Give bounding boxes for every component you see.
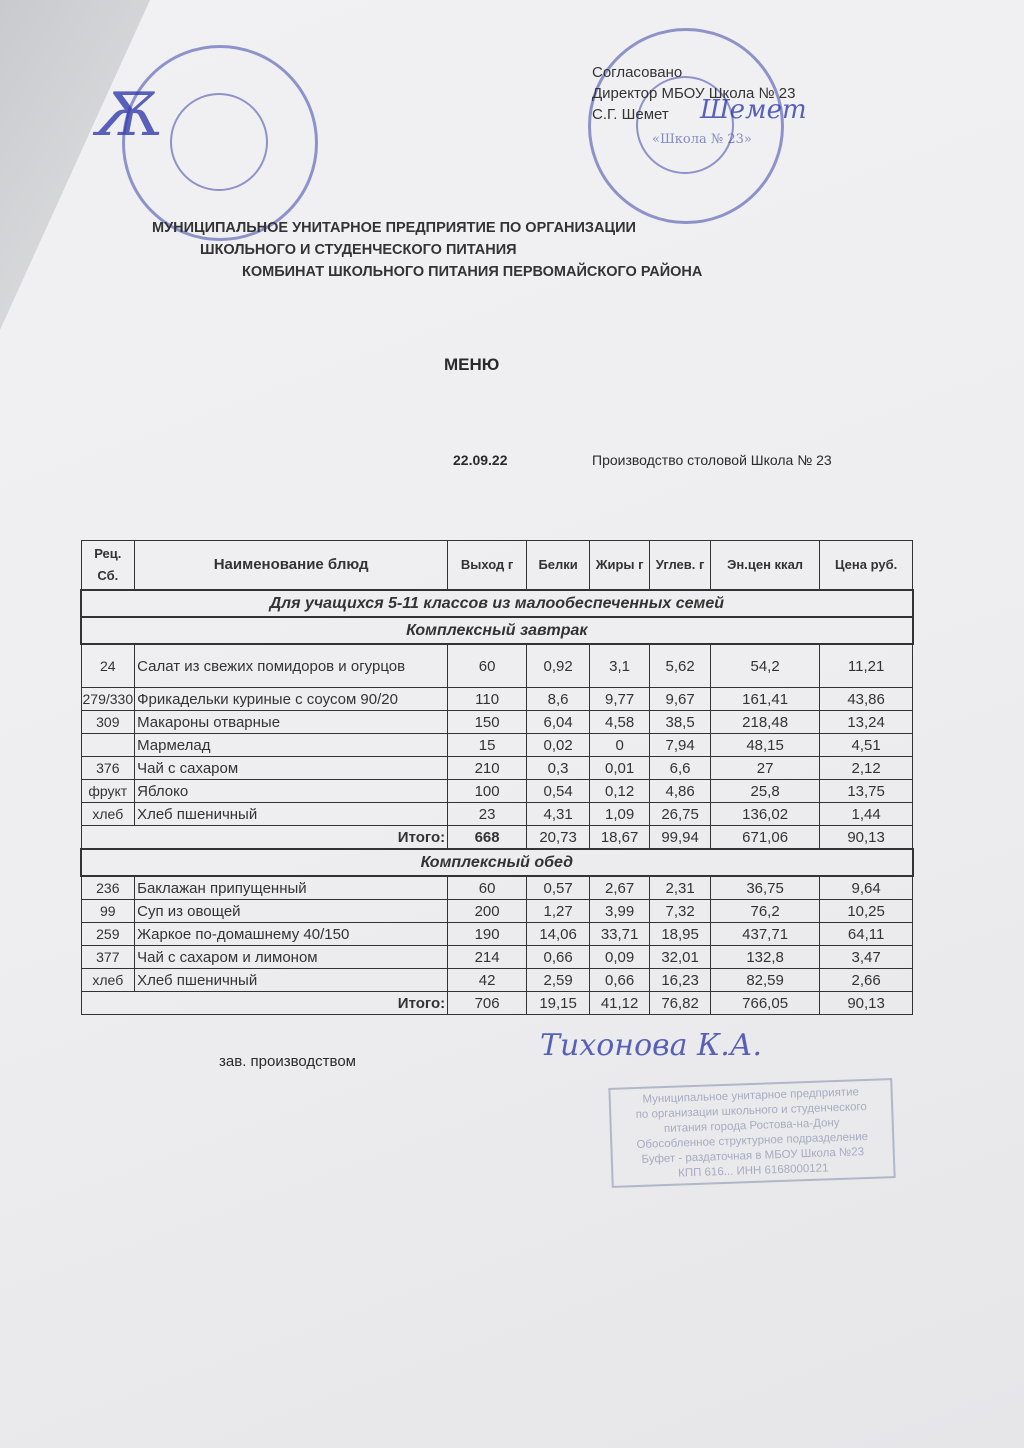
total-cell: 18,67 bbox=[590, 826, 650, 850]
fat-cell: 0 bbox=[590, 734, 650, 757]
stamp-line: Муниципальное унитарное предприятие bbox=[642, 1086, 860, 1106]
recipe-cell: хлеб bbox=[81, 969, 135, 992]
total-cell: 90,13 bbox=[820, 992, 913, 1015]
price-cell: 1,44 bbox=[820, 803, 913, 826]
protein-cell: 0,02 bbox=[527, 734, 590, 757]
recipe-cell: 99 bbox=[81, 900, 135, 923]
dish-name-cell: Хлеб пшеничный bbox=[135, 969, 448, 992]
org-line2: ШКОЛЬНОГО И СТУДЕНЧЕСКОГО ПИТАНИЯ bbox=[200, 242, 517, 258]
fat-cell: 3,99 bbox=[590, 900, 650, 923]
total-cell: 90,13 bbox=[820, 826, 913, 850]
column-header: Наименование блюд bbox=[135, 541, 448, 591]
fat-cell: 9,77 bbox=[590, 688, 650, 711]
carbs-cell: 38,5 bbox=[650, 711, 711, 734]
yield-cell: 42 bbox=[448, 969, 527, 992]
carbs-cell: 4,86 bbox=[650, 780, 711, 803]
table-row bbox=[81, 644, 913, 688]
price-cell: 11,21 bbox=[820, 644, 913, 688]
carbs-cell: 32,01 bbox=[650, 946, 711, 969]
column-header: Цена руб. bbox=[820, 541, 913, 591]
protein-cell: 0,3 bbox=[527, 757, 590, 780]
fat-cell: 1,09 bbox=[590, 803, 650, 826]
recipe-cell: 377 bbox=[81, 946, 135, 969]
price-cell: 4,51 bbox=[820, 734, 913, 757]
dish-name-cell: Мармелад bbox=[135, 734, 448, 757]
total-cell: 706 bbox=[448, 992, 527, 1015]
table-header-row bbox=[81, 541, 913, 591]
recipe-cell: хлеб bbox=[81, 803, 135, 826]
section-header bbox=[81, 617, 913, 644]
stamp-line: Буфет - раздаточная в МБОУ Школа №23 bbox=[641, 1146, 865, 1166]
total-row bbox=[81, 826, 913, 850]
total-cell: 99,94 bbox=[650, 826, 711, 850]
fat-cell: 0,09 bbox=[590, 946, 650, 969]
section-header bbox=[81, 849, 913, 876]
yield-cell: 110 bbox=[448, 688, 527, 711]
dish-name-cell: Суп из овощей bbox=[135, 900, 448, 923]
yield-cell: 190 bbox=[448, 923, 527, 946]
energy-cell: 48,15 bbox=[711, 734, 820, 757]
group-header-label: Для учащихся 5-11 классов из малообеспеченных семей bbox=[81, 590, 913, 617]
yield-cell: 214 bbox=[448, 946, 527, 969]
page-title: МЕНЮ bbox=[444, 355, 500, 374]
price-cell: 3,47 bbox=[820, 946, 913, 969]
total-cell: 19,15 bbox=[527, 992, 590, 1015]
protein-cell: 6,04 bbox=[527, 711, 590, 734]
protein-cell: 0,92 bbox=[527, 644, 590, 688]
recipe-cell: фрукт bbox=[81, 780, 135, 803]
yield-cell: 210 bbox=[448, 757, 527, 780]
round-stamp-left-inner bbox=[170, 93, 268, 191]
yield-cell: 60 bbox=[448, 644, 527, 688]
carbs-cell: 16,23 bbox=[650, 969, 711, 992]
yield-cell: 150 bbox=[448, 711, 527, 734]
stamp-line: КПП 616... ИНН 6168000121 bbox=[677, 1162, 829, 1180]
energy-cell: 132,8 bbox=[711, 946, 820, 969]
column-header: Углев. г bbox=[650, 541, 711, 591]
price-cell: 64,11 bbox=[820, 923, 913, 946]
total-cell: 668 bbox=[448, 826, 527, 850]
column-header: Эн.цен ккал bbox=[711, 541, 820, 591]
total-cell: 671,06 bbox=[711, 826, 820, 850]
dish-name-cell: Хлеб пшеничный bbox=[135, 803, 448, 826]
protein-cell: 0,54 bbox=[527, 780, 590, 803]
recipe-cell: 279/330 bbox=[81, 688, 135, 711]
director-signature: Шемет bbox=[700, 95, 807, 125]
carbs-cell: 26,75 bbox=[650, 803, 711, 826]
production-label: Производство столовой Школа № 23 bbox=[592, 452, 832, 468]
column-header: Выход г bbox=[448, 541, 527, 591]
price-cell: 2,12 bbox=[820, 757, 913, 780]
table-row bbox=[81, 734, 913, 757]
yield-cell: 60 bbox=[448, 876, 527, 900]
price-cell: 9,64 bbox=[820, 876, 913, 900]
yield-cell: 200 bbox=[448, 900, 527, 923]
footer-label: зав. производством bbox=[219, 1053, 356, 1070]
table-row bbox=[81, 757, 913, 780]
energy-cell: 82,59 bbox=[711, 969, 820, 992]
stamp-school-label: «Школа № 23» bbox=[652, 132, 752, 147]
section-header-label: Комплексный завтрак bbox=[81, 617, 913, 644]
approval-line3: С.Г. Шемет bbox=[592, 106, 669, 123]
column-header: Рец. Сб. bbox=[81, 541, 135, 591]
dish-name-cell: Макароны отварные bbox=[135, 711, 448, 734]
energy-cell: 54,2 bbox=[711, 644, 820, 688]
dish-name-cell: Яблоко bbox=[135, 780, 448, 803]
table-row bbox=[81, 946, 913, 969]
dish-name-cell: Салат из свежих помидоров и огурцов bbox=[135, 644, 448, 688]
total-row bbox=[81, 992, 913, 1015]
energy-cell: 27 bbox=[711, 757, 820, 780]
dish-name-cell: Фрикадельки куриные с соусом 90/20 bbox=[135, 688, 448, 711]
energy-cell: 36,75 bbox=[711, 876, 820, 900]
fat-cell: 0,01 bbox=[590, 757, 650, 780]
total-cell: 41,12 bbox=[590, 992, 650, 1015]
approval-line1: Согласовано bbox=[592, 64, 683, 81]
price-cell: 2,66 bbox=[820, 969, 913, 992]
yield-cell: 100 bbox=[448, 780, 527, 803]
energy-cell: 161,41 bbox=[711, 688, 820, 711]
recipe-cell: 24 bbox=[81, 644, 135, 688]
fat-cell: 33,71 bbox=[590, 923, 650, 946]
energy-cell: 218,48 bbox=[711, 711, 820, 734]
total-cell: 76,82 bbox=[650, 992, 711, 1015]
table-row bbox=[81, 803, 913, 826]
org-line1: МУНИЦИПАЛЬНОЕ УНИТАРНОЕ ПРЕДПРИЯТИЕ ПО ОРГАНИЗАЦИИ bbox=[152, 220, 636, 236]
recipe-cell: 236 bbox=[81, 876, 135, 900]
rectangular-stamp bbox=[608, 1078, 895, 1188]
group-header bbox=[81, 590, 913, 617]
fat-cell: 0,66 bbox=[590, 969, 650, 992]
table-row bbox=[81, 711, 913, 734]
column-header: Жиры г bbox=[590, 541, 650, 591]
energy-cell: 25,8 bbox=[711, 780, 820, 803]
recipe-cell: 259 bbox=[81, 923, 135, 946]
table-row bbox=[81, 969, 913, 992]
carbs-cell: 2,31 bbox=[650, 876, 711, 900]
energy-cell: 136,02 bbox=[711, 803, 820, 826]
total-label: Итого: bbox=[81, 826, 448, 850]
total-cell: 766,05 bbox=[711, 992, 820, 1015]
price-cell: 13,75 bbox=[820, 780, 913, 803]
protein-cell: 14,06 bbox=[527, 923, 590, 946]
protein-cell: 1,27 bbox=[527, 900, 590, 923]
energy-cell: 76,2 bbox=[711, 900, 820, 923]
dish-name-cell: Жаркое по-домашнему 40/150 bbox=[135, 923, 448, 946]
column-header: Белки bbox=[527, 541, 590, 591]
dish-name-cell: Баклажан припущенный bbox=[135, 876, 448, 900]
protein-cell: 0,57 bbox=[527, 876, 590, 900]
stamp-line: питания города Ростова-на-Дону bbox=[663, 1116, 840, 1136]
manager-signature: Тихонова К.А. bbox=[540, 1028, 763, 1063]
table-row bbox=[81, 923, 913, 946]
table-row bbox=[81, 688, 913, 711]
carbs-cell: 7,32 bbox=[650, 900, 711, 923]
energy-cell: 437,71 bbox=[711, 923, 820, 946]
carbs-cell: 18,95 bbox=[650, 923, 711, 946]
stamp-line: по организации школьного и студенческого bbox=[635, 1100, 867, 1122]
table-row bbox=[81, 876, 913, 900]
total-cell: 20,73 bbox=[527, 826, 590, 850]
menu-table bbox=[80, 540, 914, 1015]
recipe-cell bbox=[81, 734, 135, 757]
price-cell: 13,24 bbox=[820, 711, 913, 734]
table-row bbox=[81, 780, 913, 803]
carbs-cell: 7,94 bbox=[650, 734, 711, 757]
yield-cell: 15 bbox=[448, 734, 527, 757]
stamp-line: Обособленное структурное подразделение bbox=[636, 1130, 869, 1152]
carbs-cell: 5,62 bbox=[650, 644, 711, 688]
price-cell: 10,25 bbox=[820, 900, 913, 923]
fat-cell: 2,67 bbox=[590, 876, 650, 900]
fat-cell: 4,58 bbox=[590, 711, 650, 734]
protein-cell: 0,66 bbox=[527, 946, 590, 969]
recipe-cell: 376 bbox=[81, 757, 135, 780]
approval-line2: Директор МБОУ Школа № 23 bbox=[592, 85, 796, 102]
section-header-label: Комплексный обед bbox=[81, 849, 913, 876]
protein-cell: 4,31 bbox=[527, 803, 590, 826]
signature-left: Ѫ bbox=[92, 80, 160, 150]
carbs-cell: 6,6 bbox=[650, 757, 711, 780]
fat-cell: 0,12 bbox=[590, 780, 650, 803]
price-cell: 43,86 bbox=[820, 688, 913, 711]
dish-name-cell: Чай с сахаром и лимоном bbox=[135, 946, 448, 969]
org-line3: КОМБИНАТ ШКОЛЬНОГО ПИТАНИЯ ПЕРВОМАЙСКОГО РАЙОНА bbox=[242, 264, 703, 280]
total-label: Итого: bbox=[81, 992, 448, 1015]
dish-name-cell: Чай с сахаром bbox=[135, 757, 448, 780]
protein-cell: 2,59 bbox=[527, 969, 590, 992]
yield-cell: 23 bbox=[448, 803, 527, 826]
carbs-cell: 9,67 bbox=[650, 688, 711, 711]
menu-date: 22.09.22 bbox=[453, 452, 508, 468]
recipe-cell: 309 bbox=[81, 711, 135, 734]
table-row bbox=[81, 900, 913, 923]
fat-cell: 3,1 bbox=[590, 644, 650, 688]
protein-cell: 8,6 bbox=[527, 688, 590, 711]
